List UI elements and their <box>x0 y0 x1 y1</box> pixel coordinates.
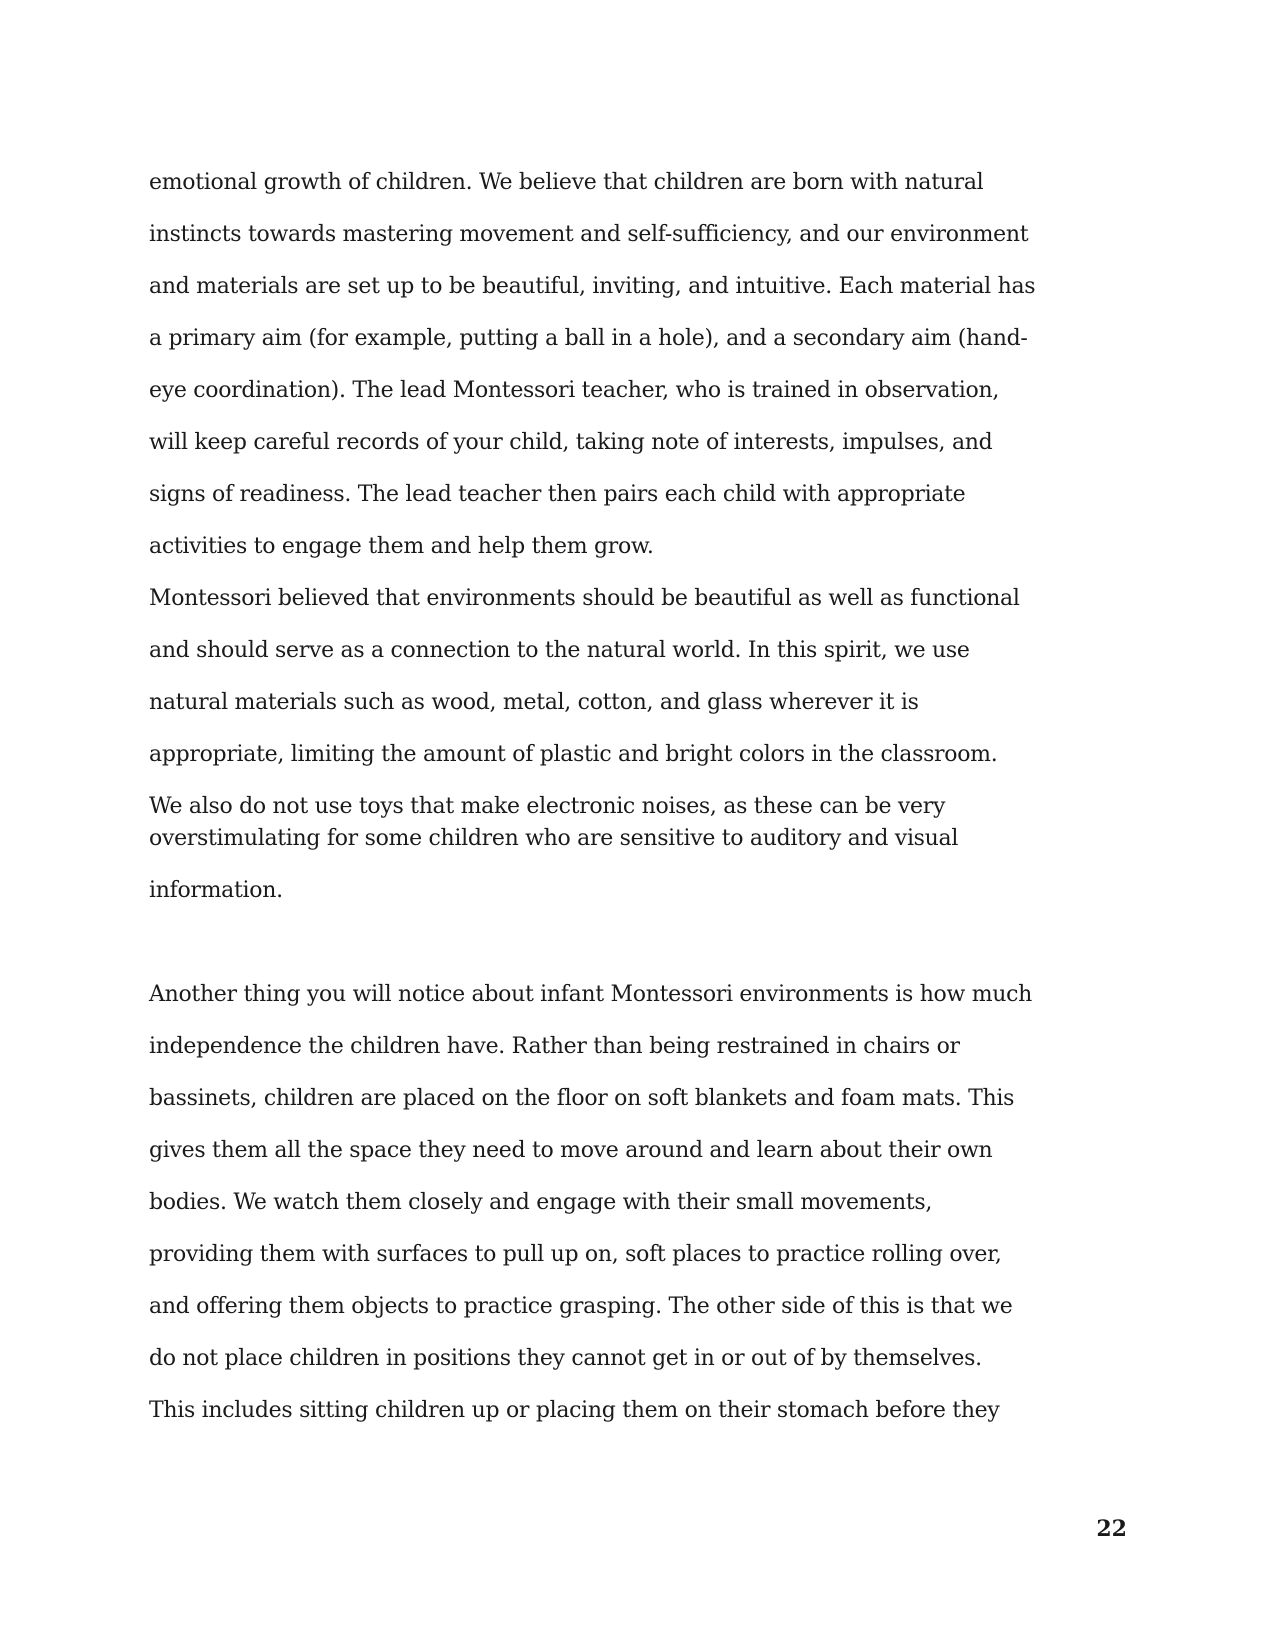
text-line: emotional growth of children. We believe that children are born with natural <box>149 170 984 195</box>
text-line: appropriate, limiting the amount of plastic and bright colors in the classroom. <box>149 742 998 767</box>
text-line: will keep careful records of your child, taking note of interests, impulses, and <box>149 430 993 455</box>
text-line: This includes sitting children up or placing them on their stomach before they <box>149 1398 1000 1423</box>
text-line: Another thing you will notice about infant Montessori environments is how much <box>149 982 1033 1007</box>
text-line: and should serve as a connection to the natural world. In this spirit, we use <box>149 638 970 663</box>
text-line: eye coordination). The lead Montessori teacher, who is trained in observation, <box>149 378 1000 403</box>
text-line: activities to engage them and help them grow. <box>149 534 654 559</box>
text-line: and materials are set up to be beautiful, inviting, and intuitive. Each material has <box>149 274 1036 299</box>
text-line: signs of readiness. The lead teacher then pairs each child with appropriate <box>149 482 966 507</box>
text-line: providing them with surfaces to pull up on, soft places to practice rolling over, <box>149 1242 1002 1267</box>
text-line: a primary aim (for example, putting a ball in a hole), and a secondary aim (hand- <box>149 326 1028 351</box>
page-number: 22 <box>1096 1516 1127 1542</box>
text-line: information. <box>149 878 283 903</box>
text-line: independence the children have. Rather than being restrained in chairs or <box>149 1034 960 1059</box>
text-line: and offering them objects to practice grasping. The other side of this is that we <box>149 1294 1013 1319</box>
text-line: We also do not use toys that make electronic noises, as these can be very <box>149 794 946 819</box>
text-line: bodies. We watch them closely and engage with their small movements, <box>149 1190 933 1215</box>
text-line: do not place children in positions they cannot get in or out of by themselves. <box>149 1346 982 1371</box>
text-line: gives them all the space they need to move around and learn about their own <box>149 1138 993 1163</box>
text-line: natural materials such as wood, metal, cotton, and glass wherever it is <box>149 690 919 715</box>
text-line: Montessori believed that environments should be beautiful as well as functional <box>149 586 1020 611</box>
text-line: overstimulating for some children who are sensitive to auditory and visual <box>149 826 959 851</box>
text-line: bassinets, children are placed on the floor on soft blankets and foam mats. This <box>149 1086 1015 1111</box>
text-line: instincts towards mastering movement and self-sufficiency, and our environment <box>149 222 1029 247</box>
